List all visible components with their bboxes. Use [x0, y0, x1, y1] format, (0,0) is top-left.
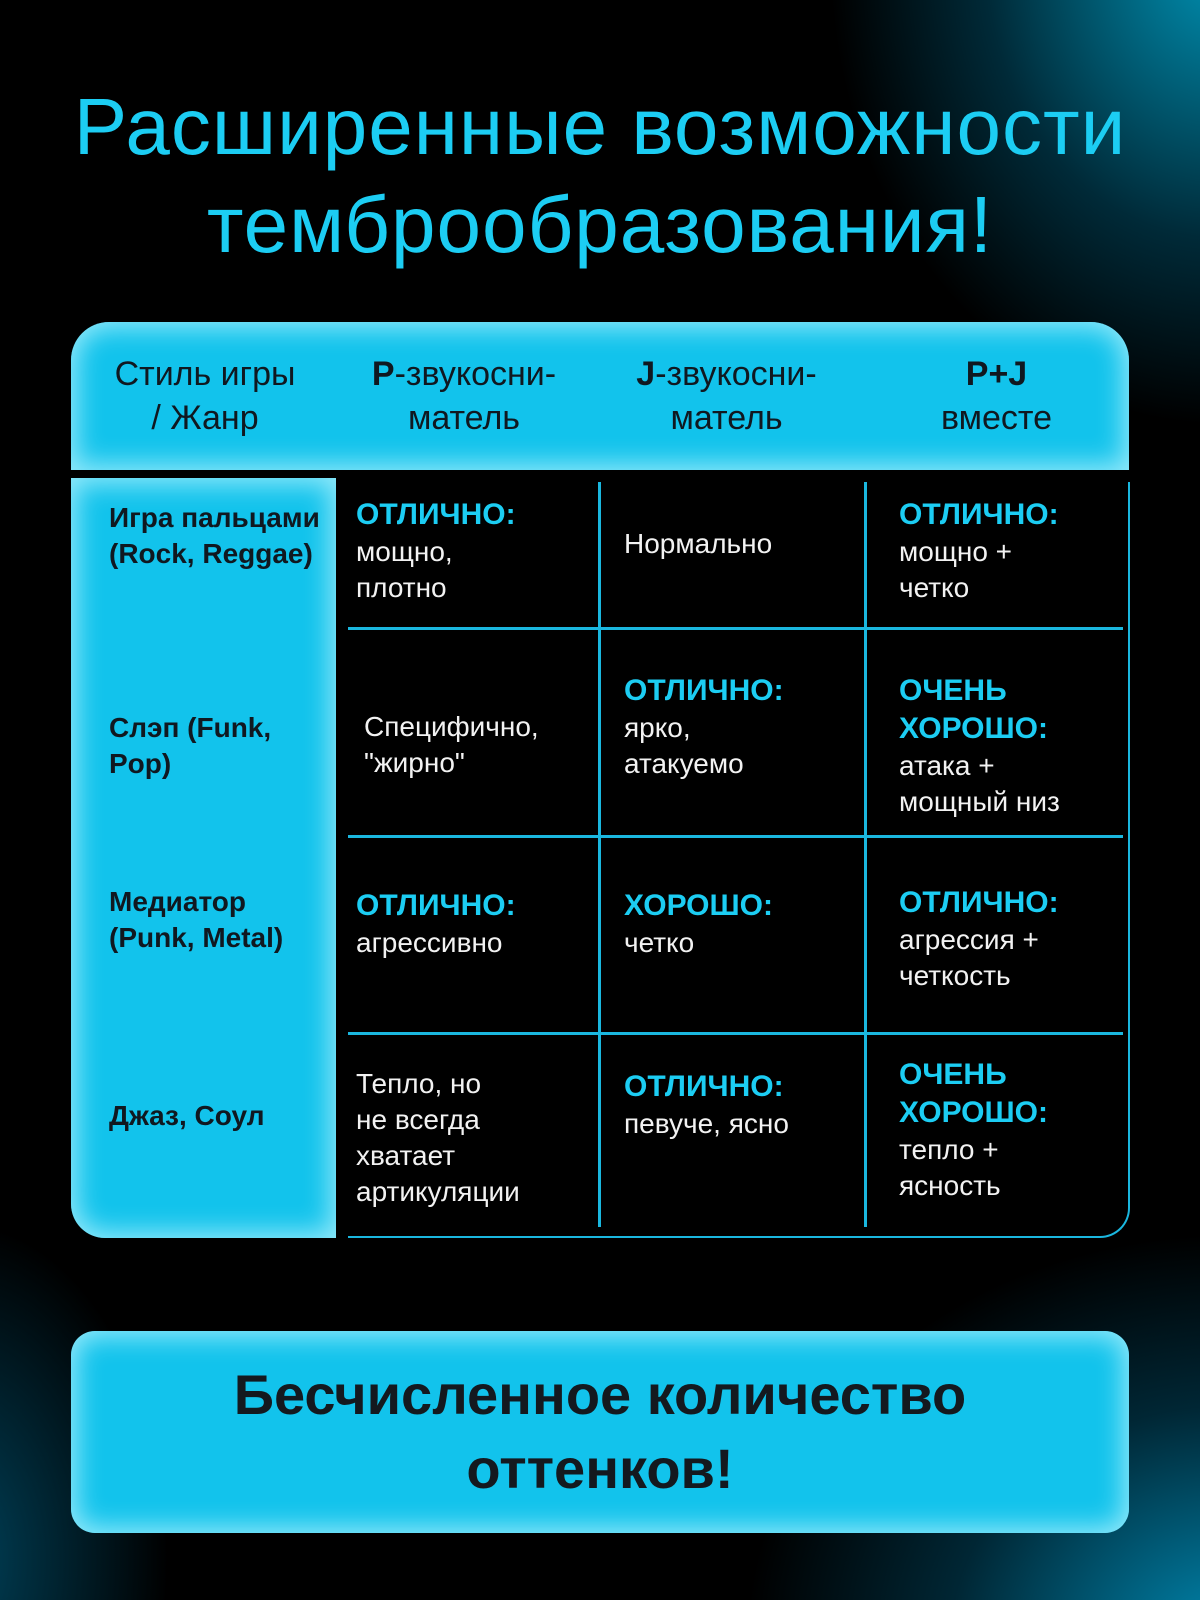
- cell-description: ярко, атакуемо: [624, 712, 744, 779]
- footer-banner: [71, 1331, 1129, 1533]
- comparison-grid: [348, 482, 1130, 1238]
- cell-slap-j: [624, 672, 864, 782]
- rating-label: ОТЛИЧНО:: [624, 1070, 784, 1103]
- cell-description: атака + мощный низ: [899, 750, 1060, 817]
- cell-jazz-p: [356, 1066, 596, 1210]
- rating-label: ХОРОШО:: [624, 889, 773, 922]
- row-labels-column: [71, 478, 336, 1238]
- cell-pick-p: [356, 887, 596, 961]
- row-label-fingerstyle: Игра пальцами (Rock, Reggae): [109, 502, 320, 569]
- cell-description: мощно + четко: [899, 536, 1013, 603]
- row-label-pick: Медиатор (Punk, Metal): [109, 886, 284, 953]
- row-label-jazz-soul: Джаз, Соул: [109, 1100, 265, 1131]
- cell-description: Специфично, "жирно": [364, 711, 539, 778]
- row-label-slap: Слэп (Funk, Pop): [109, 712, 272, 779]
- cell-pick-j: [624, 887, 864, 961]
- table-header: [71, 322, 1129, 470]
- footer-line-1: Бесчисленное количество: [233, 1363, 967, 1426]
- header-j-pickup: J-звукосни- матель: [636, 355, 817, 437]
- cell-jazz-j: [624, 1068, 864, 1142]
- rating-label: ОТЛИЧНО:: [356, 889, 516, 922]
- rating-label: ОТЛИЧНО:: [899, 886, 1059, 919]
- cell-slap-pj: [899, 672, 1099, 820]
- cell-slap-p: [364, 709, 604, 781]
- rating-label: ОТЛИЧНО:: [899, 498, 1059, 531]
- cell-jazz-pj: [899, 1056, 1099, 1204]
- grid-divider-horizontal: [348, 627, 1123, 630]
- cell-description: Тепло, но не всегда хватает артикуляции: [356, 1068, 520, 1207]
- rating-label: ОТЛИЧНО:: [624, 674, 784, 707]
- cell-description: четко: [624, 927, 695, 958]
- cell-description: тепло + ясность: [899, 1134, 1001, 1201]
- header-pj-together: P+J вместе: [940, 355, 1053, 437]
- cell-fingerstyle-j: [624, 526, 864, 562]
- cell-fingerstyle-pj: [899, 496, 1139, 606]
- cell-description: агрессивно: [356, 927, 503, 958]
- title-line-1: Расширенные возможности: [73, 82, 1127, 171]
- cell-description: певуче, ясно: [624, 1108, 789, 1139]
- footer-text: [234, 1358, 966, 1506]
- grid-divider-vertical: [598, 482, 601, 1227]
- rating-label: ОТЛИЧНО:: [356, 498, 516, 531]
- page-title: [0, 78, 1200, 274]
- title-line-2: темброобразования!: [206, 180, 994, 269]
- cell-fingerstyle-p: [356, 496, 596, 606]
- footer-line-2: оттенков!: [466, 1437, 734, 1500]
- cell-description: Нормально: [624, 528, 773, 559]
- grid-divider-horizontal: [348, 1032, 1123, 1035]
- header-style-genre: Стиль игры / Жанр: [114, 355, 296, 437]
- cell-description: агрессия + четкость: [899, 924, 1039, 991]
- rating-label: ОЧЕНЬ ХОРОШО:: [899, 674, 1048, 745]
- header-p-pickup: P-звукосни- матель: [371, 355, 557, 437]
- cell-pick-pj: [899, 884, 1139, 994]
- grid-divider-horizontal: [348, 835, 1123, 838]
- rating-label: ОЧЕНЬ ХОРОШО:: [899, 1058, 1048, 1129]
- cell-description: мощно, плотно: [356, 536, 453, 603]
- grid-divider-vertical: [864, 482, 867, 1227]
